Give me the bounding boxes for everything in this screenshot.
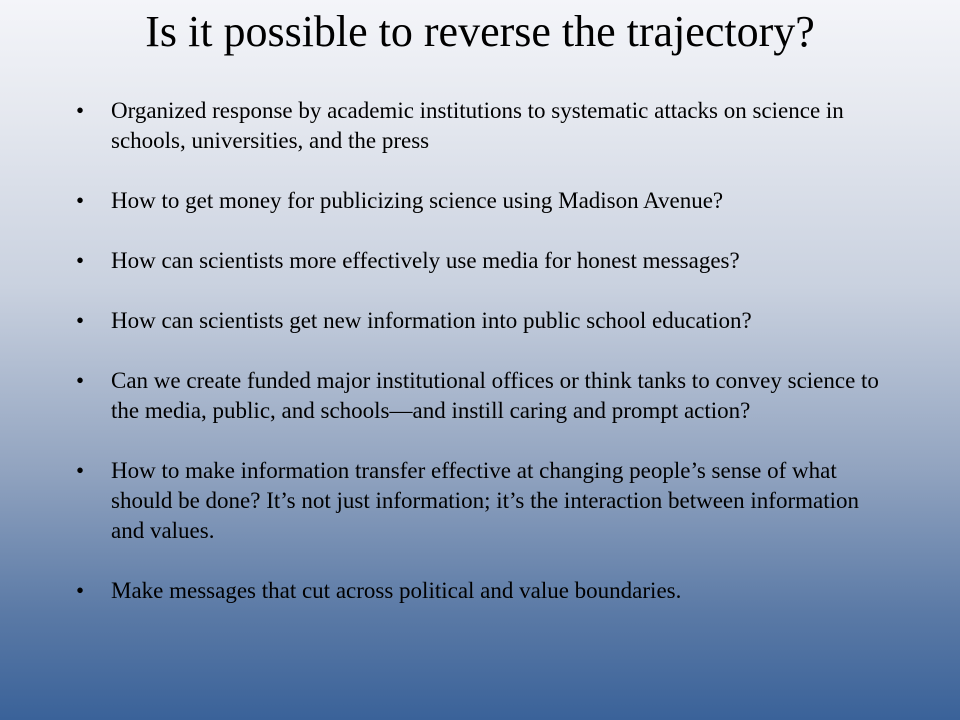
bullet-text: How to get money for publicizing science using Madison Avenue? xyxy=(111,188,724,213)
bullet-icon: • xyxy=(76,98,85,123)
bullet-icon: • xyxy=(76,308,85,333)
bullet-icon: • xyxy=(76,248,85,273)
bullet-text: Make messages that cut across political and value boundaries. xyxy=(111,578,682,603)
bullet-text: How can scientists get new information into public school education? xyxy=(111,308,752,333)
bullet-item xyxy=(76,186,896,216)
bullet-icon: • xyxy=(76,368,85,393)
bullet-text: How can scientists more effectively use media for honest messages? xyxy=(111,248,740,273)
bullet-item xyxy=(76,576,896,606)
bullet-item xyxy=(76,366,896,426)
bullet-icon: • xyxy=(76,578,85,603)
bullet-icon: • xyxy=(76,188,85,213)
bullet-item xyxy=(76,306,896,336)
bullet-icon: • xyxy=(76,458,85,483)
bullet-item xyxy=(76,96,896,156)
bullet-text: Organized response by academic institutions to systematic attacks on science in schools, universities, and the press xyxy=(111,98,844,153)
slide-title: Is it possible to reverse the trajectory? xyxy=(145,7,815,56)
bullet-text: How to make information transfer effective at changing people’s sense of what should be done? It’s not just information; it’s the interaction between information and values. xyxy=(111,458,859,543)
bullet-item xyxy=(76,246,896,276)
bullet-list xyxy=(76,96,896,606)
bullet-text: Can we create funded major institutional offices or think tanks to convey science to the media, public, and schools—and instill caring and prompt action? xyxy=(111,368,879,423)
bullet-item xyxy=(76,456,896,546)
